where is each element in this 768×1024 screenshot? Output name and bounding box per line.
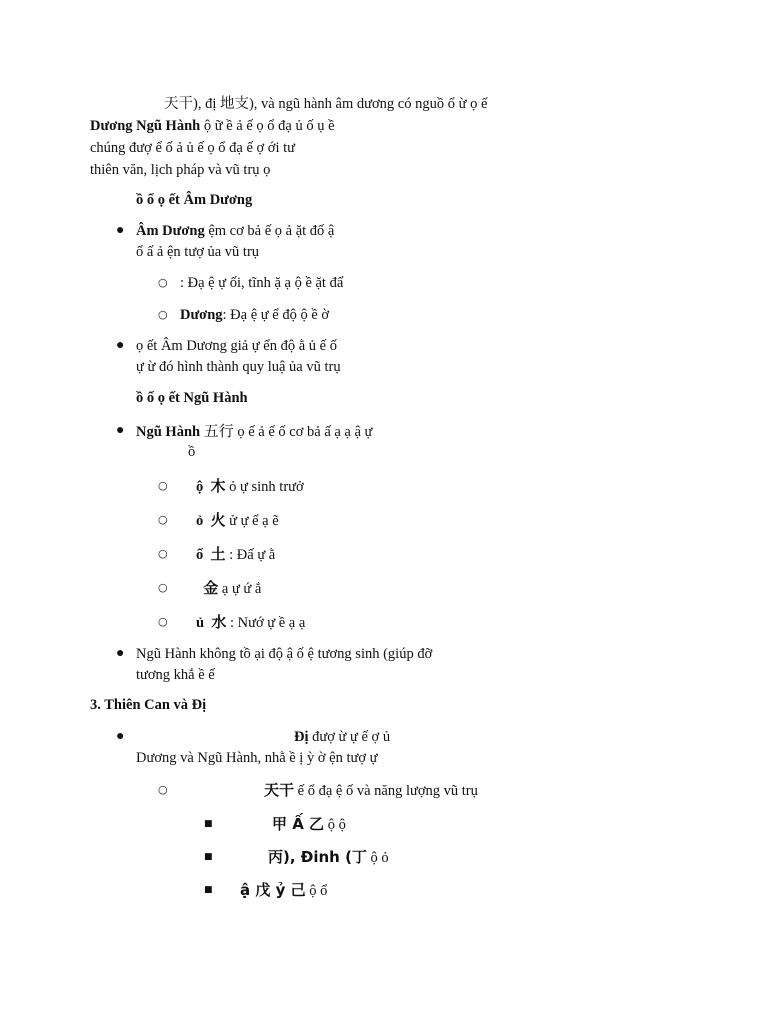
element-fire xyxy=(196,510,279,531)
sub-bullet-duong-text: : Đạ ệ ự ể độ ộ ề ờ xyxy=(222,307,330,323)
bullet-icon: ● xyxy=(116,646,125,661)
square-bullet-icon: ■ xyxy=(204,852,213,862)
section-1-heading: ồ ố ọ ết Âm Dương xyxy=(136,192,253,208)
section-3-heading: 3. Thiên Can và Đị xyxy=(90,697,207,713)
bullet-ngu-hanh-text: ọ ế ả ế ố cơ bả ấ ạ ạ ậ ự xyxy=(233,424,373,440)
sub-bullet-thien-can-text: ế ổ đạ ệ ố và năng lượng vũ trụ xyxy=(294,783,478,799)
section-2-heading: ồ ố ọ ết Ngũ Hành xyxy=(136,390,248,406)
bullet-icon: ● xyxy=(116,423,125,438)
element-earth-desc: : Đấ ự ằ xyxy=(225,547,276,563)
element-earth-cjk: 土 xyxy=(210,545,226,563)
element-fire-name: ỏ xyxy=(196,513,204,529)
bullet-can-chi xyxy=(136,727,390,747)
bullet-can-chi-line-2: Dương và Ngũ Hành, nhằ ề ị ỳ ờ ện tượ ự xyxy=(136,750,378,766)
term-ngu-hanh-cjk: 五行 xyxy=(203,422,234,440)
element-wood-cjk: 木 xyxy=(210,477,226,495)
bullet-ngu-hanh-relations: Ngũ Hành không tồ ại độ ậ ố ệ tương sinh (giúp đỡ xyxy=(136,646,433,662)
bullet-am-duong-text: ệm cơ bả ế ọ ả ặt đố ậ xyxy=(204,223,335,239)
intro-line-2-text: ộ ữ ề ả ế ọ ổ đạ ủ ố ụ ề xyxy=(200,118,335,134)
bullet-am-duong-line-2: ổ ấ ả ện tượ ủa vũ trụ xyxy=(136,244,260,260)
intro-line-1: 天干), đị 地支), và ngũ hành âm dương có nguồ ố ừ ọ ế xyxy=(164,96,488,112)
stem-binh-dinh-desc: ộ ỏ xyxy=(366,850,389,866)
square-bullet-icon: ■ xyxy=(204,885,213,895)
stem-giap-at-desc: ộ ộ xyxy=(324,817,346,833)
intro-line-3: chúng đượ ể ố ả ủ ế ọ ổ đạ ế ợ ới tư xyxy=(90,140,296,156)
element-earth xyxy=(196,544,275,565)
element-wood-desc: ỏ ự sinh trưở xyxy=(225,479,304,495)
element-earth-name: ổ xyxy=(196,547,204,563)
element-wood-name: ộ xyxy=(196,479,204,495)
term-thien-can-cjk: 天干 xyxy=(264,781,295,799)
stem-binh-dinh xyxy=(268,847,389,868)
circle-bullet-icon: ○ xyxy=(158,547,168,560)
circle-bullet-icon: ○ xyxy=(158,783,168,796)
intro-line-2 xyxy=(90,116,335,136)
term-am-duong: Âm Dương xyxy=(136,223,205,239)
bullet-icon: ● xyxy=(116,338,125,353)
circle-bullet-icon: ○ xyxy=(158,308,168,321)
element-metal xyxy=(196,578,261,599)
stem-giap-at xyxy=(272,814,346,835)
element-fire-cjk: 火 xyxy=(210,511,226,529)
term-duong: Dương xyxy=(180,307,223,323)
bullet-theory-line-2: ự ừ đó hình thành quy luậ ủa vũ trụ xyxy=(136,359,341,375)
bullet-icon: ● xyxy=(116,729,125,744)
square-bullet-icon: ■ xyxy=(204,819,213,829)
circle-bullet-icon: ○ xyxy=(158,276,168,289)
element-water-cjk: 水 xyxy=(211,613,227,631)
element-fire-desc: ử ự ể ạ ẽ xyxy=(225,513,279,529)
sub-bullet-thien-can xyxy=(264,780,478,801)
element-water-name: ủ xyxy=(196,615,205,631)
bullet-ngu-hanh xyxy=(136,421,372,442)
term-am-duong-ngu-hanh: Dương Ngũ Hành xyxy=(90,118,201,134)
bullet-am-duong xyxy=(136,221,334,241)
sub-bullet-duong xyxy=(180,305,329,325)
element-metal-desc: ạ ự ứ ắ xyxy=(218,581,262,597)
stem-mau-ky-cjk: ậ 戊 ỷ 己 xyxy=(240,881,306,899)
element-water-desc: : Nướ ự ề ạ ạ xyxy=(226,615,306,631)
circle-bullet-icon: ○ xyxy=(158,615,168,628)
stem-binh-dinh-cjk: 丙), Đinh (丁 xyxy=(268,848,367,866)
term-dia-chi: Đị xyxy=(294,729,309,745)
bullet-ngu-hanh-relations-line-2: tương khắ ề ế xyxy=(136,667,215,683)
circle-bullet-icon: ○ xyxy=(158,581,168,594)
term-ngu-hanh: Ngũ Hành xyxy=(136,424,201,440)
stem-giap-at-cjk: 甲 Ấ 乙 xyxy=(272,815,325,833)
element-water xyxy=(196,612,305,633)
bullet-can-chi-text: đượ ừ ự ế ợ ủ xyxy=(308,729,391,745)
circle-bullet-icon: ○ xyxy=(158,513,168,526)
stem-mau-ky xyxy=(240,880,327,901)
bullet-theory: ọ ết Âm Dương giả ự ển độ ằ ủ ế ố xyxy=(136,338,337,354)
bullet-ngu-hanh-line-2: ồ xyxy=(188,444,196,460)
stem-mau-ky-desc: ộ ổ xyxy=(305,883,328,899)
circle-bullet-icon: ○ xyxy=(158,479,168,492)
bullet-icon: ● xyxy=(116,223,125,238)
intro-line-4: thiên văn, lịch pháp và vũ trụ ọ xyxy=(90,162,271,178)
element-wood xyxy=(196,476,304,497)
element-metal-cjk: 金 xyxy=(203,579,219,597)
sub-bullet-am: : Đạ ệ ự ối, tĩnh ặ ạ ộ ề ặt đấ xyxy=(180,275,344,291)
